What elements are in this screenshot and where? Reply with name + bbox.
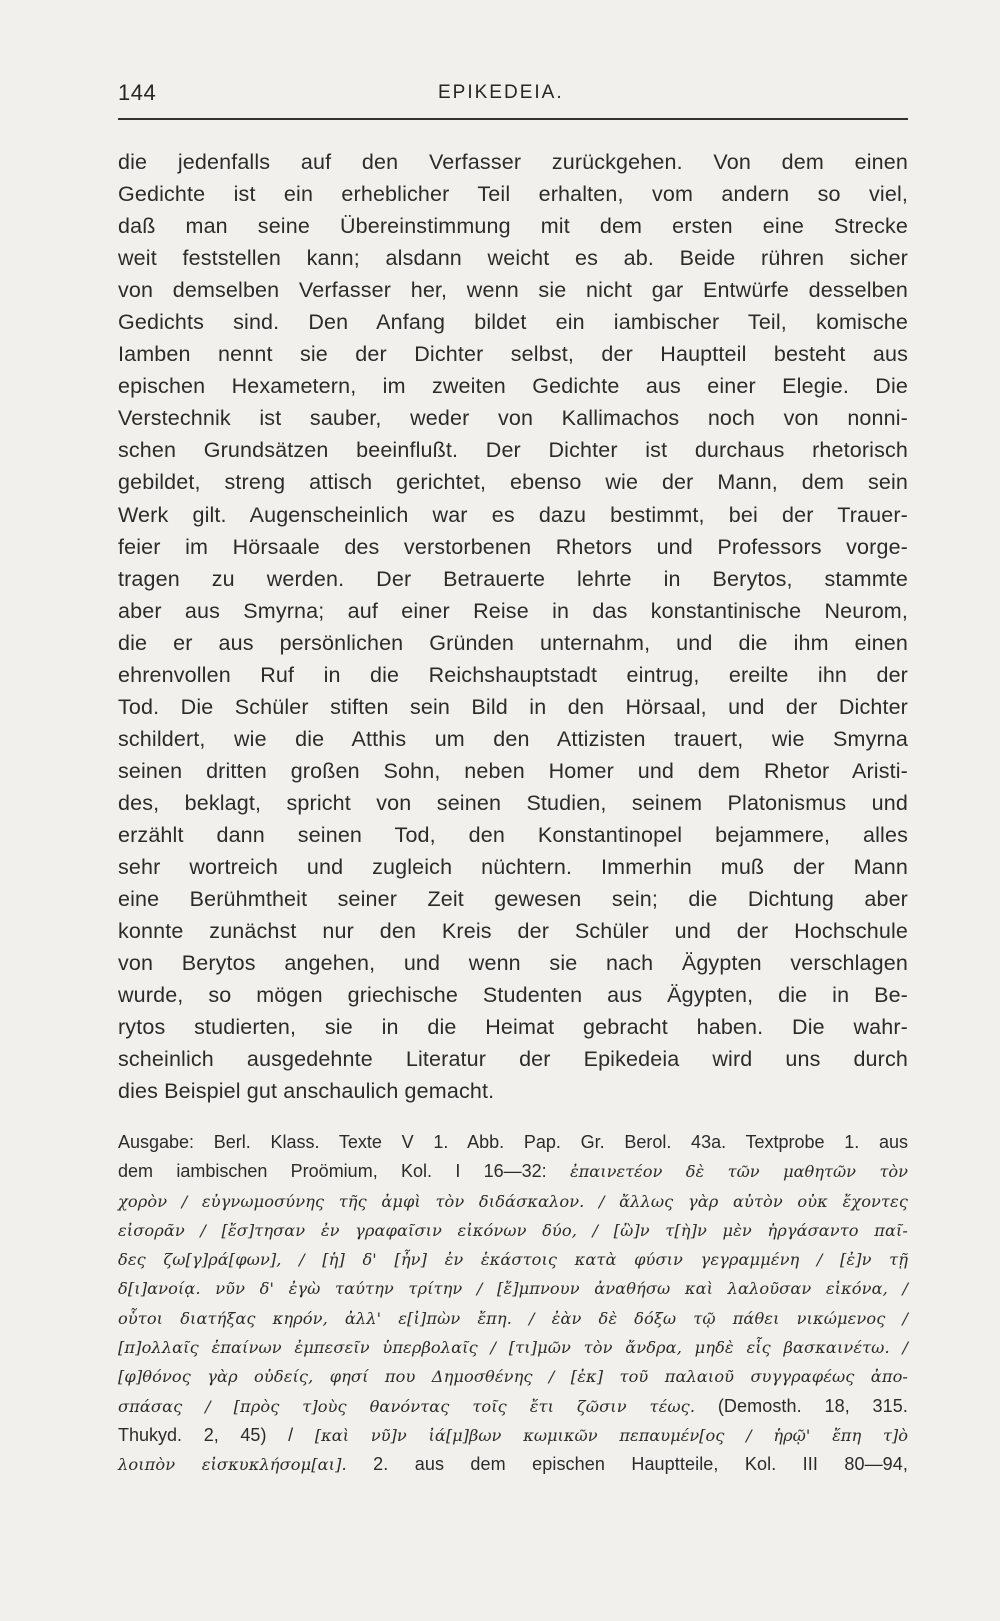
body-line: ehrenvollen Ruf in die Reichshauptstadt eintrug, ereilte ihn der [118, 662, 908, 687]
body-line: Tod. Die Schüler stiften sein Bild in den Hörsaal, und der Dichter [118, 694, 908, 719]
body-line: seinen dritten großen Sohn, neben Homer und dem Rhetor Aristi- [118, 758, 908, 783]
body-line: dies Beispiel gut anschaulich gemacht. [118, 1079, 495, 1104]
greek-text: ἐπαινετέον δὲ τῶν μαθητῶν τὸν [569, 1162, 908, 1182]
footnote-line [118, 1421, 908, 1450]
body-line: Iamben nennt sie der Dichter selbst, der Hauptteil besteht aus [118, 342, 908, 367]
footnote-line [118, 1157, 908, 1186]
body-line: scheinlich ausgedehnte Literatur der Epikedeia wird uns durch [118, 1047, 908, 1072]
body-line: Gedichts sind. Den Anfang bildet ein iambischer Teil, komische [118, 310, 908, 335]
body-line: des, beklagt, spricht von seinen Studien, seinem Platonismus und [118, 790, 908, 815]
footnote-greek-line: [π]ολλαῖς ἐπαίνων ἐμπεσεῖν ὑπερβολαῖς / [τι]μῶν τὸν ἄνδρα, μηδὲ εἷς βασκαινέτω. / [118, 1338, 908, 1358]
body-line: wurde, so mögen griechische Studenten aus Ägypten, die in Be- [118, 983, 908, 1008]
footnote-greek-line: οὗτοι διατήξας κηρόν, ἀλλ' ε[ἰ]πὼν ἔπη. / ἐὰν δὲ δόξω τῷ πάθει νικώμενος / [118, 1308, 908, 1328]
greek-text: [καὶ νῦ]ν ἰά[μ]βων κωμικῶν πεπαυμέν[ος / ἡρῷ' ἔπη τ]ὸ [314, 1425, 908, 1445]
body-line: Verstechnik ist sauber, weder von Kallimachos noch von nonni- [118, 406, 908, 431]
footnote-greek-line: δες ζω[γ]ρά[φων], / [ἡ] δ' [ἦν] ἐν ἑκάστοις κατὰ φύσιν γεγραμμένη / [ἐ]ν τῇ [118, 1250, 908, 1270]
body-line: schildert, wie die Atthis um den Attizisten trauert, wie Smyrna [118, 726, 908, 751]
footnote-line [118, 1450, 908, 1479]
page-number: 144 [118, 80, 157, 105]
page-header [118, 80, 908, 114]
body-text [118, 146, 908, 1107]
header-rule [118, 118, 908, 120]
body-line: eine Berühmtheit seiner Zeit gewesen sein; die Dichtung aber [118, 887, 908, 912]
footnote-text: 2. aus dem epischen Hauptteile, Kol. III 80—94, [346, 1454, 908, 1475]
greek-text: λοιπὸν εἰσκυκλήσομ[αι]. [118, 1455, 347, 1475]
body-line: die er aus persönlichen Gründen unternahm, und die ihm einen [118, 630, 908, 655]
footnote-line: Ausgabe: Berl. Klass. Texte V 1. Abb. Pap. Gr. Berol. 43a. Textprobe 1. aus [118, 1132, 908, 1152]
body-line: epischen Hexametern, im zweiten Gedichte aus einer Elegie. Die [118, 374, 908, 399]
body-line: von demselben Verfasser her, wenn sie nicht gar Entwürfe desselben [118, 278, 908, 303]
body-line: die jedenfalls auf den Verfasser zurückgehen. Von dem einen [118, 150, 908, 174]
footnote-greek-line: εἰσορᾶν / [ἔσ]τησαν ἐν γραφαῖσιν εἰκόνων δύο, / [ὣ]ν τ[ὴ]ν μὲν ἠργάσαντο παῖ- [118, 1220, 908, 1240]
body-line: tragen zu werden. Der Betrauerte lehrte in Berytos, stammte [118, 566, 908, 591]
body-line: gebildet, streng attisch gerichtet, ebenso wie der Mann, dem sein [118, 470, 908, 495]
body-line: daß man seine Übereinstimmung mit dem ersten eine Strecke [118, 214, 908, 239]
body-line: schen Grundsätzen beeinflußt. Der Dichter ist durchaus rhetorisch [118, 438, 908, 463]
footnote-block [118, 1128, 908, 1480]
body-line: weit feststellen kann; alsdann weicht es ab. Beide rühren sicher [118, 246, 908, 271]
body-line: aber aus Smyrna; auf einer Reise in das konstantinische Neurom, [118, 598, 908, 623]
body-line: von Berytos angehen, und wenn sie nach Ägypten verschlagen [118, 951, 908, 976]
footnote-greek-line: δ[ι]ανοίᾳ. νῦν δ' ἐγὼ ταύτην τρίτην / [ἔ]μπνουν ἀναθήσω καὶ λαλοῦσαν εἰκόνα, / [118, 1279, 908, 1299]
footnote-text: dem iambischen Proömium, Kol. I 16—32: [118, 1161, 570, 1182]
greek-text: σπάσας / [πρὸς τ]οὺς θανόντας τοῖς ἔτι ζῶσιν τέως. [118, 1396, 696, 1416]
body-line: konnte zunächst nur den Kreis der Schüler und der Hochschule [118, 919, 908, 944]
footnote-text: Thukyd. 2, 45) / [118, 1424, 315, 1445]
footnote-greek-line: χορὸν / εὐγνωμοσύνης τῆς ἀμφὶ τὸν διδάσκαλον. / ἄλλως γὰρ αὐτὸν οὐκ ἔχοντες [118, 1191, 908, 1211]
body-line: Gedichte ist ein erheblicher Teil erhalten, vom andern so viel, [118, 182, 908, 207]
body-line: erzählt dann seinen Tod, den Konstantinopel bejammere, alles [118, 822, 908, 847]
footnote-line [118, 1392, 908, 1421]
body-line: Werk gilt. Augenscheinlich war es dazu bestimmt, bei der Trauer- [118, 502, 908, 527]
running-title: EPIKEDEIA. [438, 82, 564, 103]
body-line: sehr wortreich und zugleich nüchtern. Immerhin muß der Mann [118, 855, 908, 880]
body-line: rytos studierten, sie in die Heimat gebracht haben. Die wahr- [118, 1015, 908, 1040]
footnote-text: (Demosth. 18, 315. [695, 1395, 908, 1416]
footnote-greek-line: [φ]θόνος γὰρ οὐδείς, φησί που Δημοσθένης / [ἐκ] τοῦ παλαιοῦ συγγραφέως ἀπο- [118, 1367, 908, 1387]
body-line: feier im Hörsaale des verstorbenen Rhetors und Professors vorge- [118, 534, 908, 559]
